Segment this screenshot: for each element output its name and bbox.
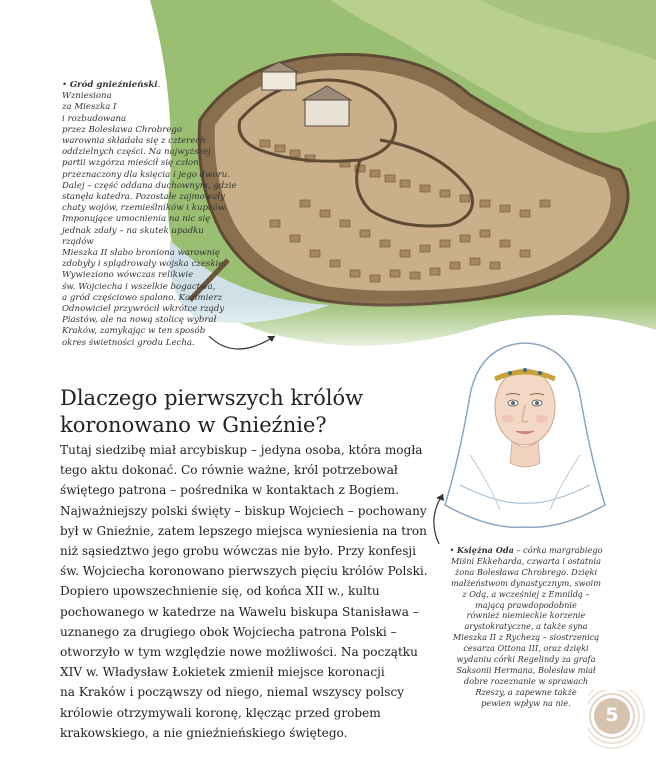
curved-arrow-icon: [205, 322, 285, 358]
stronghold-caption-line: przez Bolesława Chrobrego: [62, 124, 183, 135]
oda-caption-line: małżeństwom dynastycznym, swoim: [451, 577, 601, 588]
stronghold-caption-line: za Mieszka I: [62, 102, 117, 113]
body-line: tego aktu dokonać. Co równie ważne, król potrzebował: [60, 463, 398, 478]
stronghold-caption-line: św. Wojciecha i wszelkie bogactwa,: [62, 281, 216, 292]
body-line: był w Gnieźnie, zatem lepszego miejsca wyniesienia na tron: [60, 523, 427, 538]
oda-caption-first-line: – córka margrabiego: [513, 545, 603, 555]
body-line: Tutaj siedzibę miał arcybiskup – jedyna osoba, która mogła: [60, 443, 423, 457]
oda-caption-line: dobre rozeznanie w sprawach: [463, 675, 589, 686]
body-line: świętego patrona – pośrednika w kontaktach z Bogiem.: [60, 483, 399, 498]
stronghold-caption-title-line: [62, 80, 238, 91]
stronghold-caption-line: Dalej – część oddana duchownym, gdzie: [62, 180, 237, 191]
stronghold-caption-line: Kraków, zamykając w ten sposób: [62, 326, 206, 337]
body-line: otworzyło w tym względzie nowe możliwości. Na początku: [60, 645, 418, 660]
oda-caption-line: Saksonii Hermana, Bolesław miał: [456, 664, 596, 675]
body-line: św. Wojciecha koronowano pierwszych pięciu królów Polski.: [60, 564, 428, 579]
body-line: pochowanego w katedrze na Wawelu biskupa Stanisława –: [60, 604, 419, 619]
stronghold-caption-line: warownia składała się z czterech: [62, 136, 206, 147]
body-line: Dopiero upowszechnienie się, od końca XII w., kultu: [60, 584, 380, 599]
oda-caption-line: arystokratyczne, a także syna: [464, 621, 588, 632]
article-body: [60, 440, 432, 743]
stronghold-caption-line: Wywieziono wówczas relikwie: [62, 270, 194, 281]
stronghold-caption-line: Odnowiciel przywrócił wkrótce rządy: [62, 304, 225, 315]
oda-caption-line: Rzeszy, a zapewne także: [475, 686, 577, 697]
body-line: XIV w. Władysław Łokietek zmienił miejsce koronacji: [60, 665, 385, 680]
stronghold-caption-line: Mieszka II słabo broniona warownię: [62, 248, 220, 259]
article-heading-line: koronowano w Gnieźnie?: [60, 413, 327, 437]
stronghold-caption-line: Imponujące umocnienia na nic się: [62, 214, 211, 225]
stronghold-caption: [62, 80, 238, 349]
oda-caption: [436, 545, 616, 709]
stronghold-caption-line: partii wzgórza mieścił się człon: [62, 158, 199, 169]
curved-arrow-icon: [425, 488, 461, 548]
article-heading: [60, 385, 390, 439]
stronghold-caption-title: Gród gnieźnieński: [69, 80, 158, 90]
body-line: niż sąsiedztwo jego grobu wówczas nie było. Przy konfesji: [60, 544, 417, 559]
caption-bullet: •: [449, 545, 455, 555]
body-line: na Kraków i począwszy od niego, niemal wszyscy polscy: [60, 685, 405, 700]
article-heading-line: Dlaczego pierwszych królów: [60, 386, 364, 410]
duchess-oda-portrait: [440, 335, 610, 535]
body-line: uznanego za drugiego obok Wojciecha patrona Polski –: [60, 624, 397, 639]
stronghold-caption-line: i rozbudowana: [62, 113, 127, 124]
stronghold-caption-line: zdobyły i splądrowały wojska czeskie.: [62, 259, 227, 270]
stronghold-caption-line: okres świetności grodu Lecha.: [62, 337, 195, 348]
stronghold-caption-line: Wzniesiona: [62, 91, 112, 102]
stronghold-caption-line: chaty wojów, rzemieślników i kupców.: [62, 203, 228, 214]
stronghold-caption-line: stanęła katedra. Pozostałe zajmowały: [62, 192, 225, 203]
body-line: Najważniejszy polski święty – biskup Wojciech – pochowany: [60, 503, 427, 518]
oda-caption-line: Mieszka II z Rychezą – siostrzenicą: [452, 632, 600, 643]
oda-caption-line: pewien wpływ na nie.: [481, 697, 571, 708]
oda-caption-line: z Odą, a wcześniej z Emnildą –: [462, 588, 590, 599]
oda-caption-line: Miśni Ekkeharda, czwarta i ostatnia: [451, 555, 601, 566]
body-line: królowie otrzymywali koronę, klęcząc przed grobem: [60, 705, 381, 720]
oda-caption-line: cesarza Ottona III, oraz dzięki: [463, 643, 589, 654]
oda-caption-line: żona Bolesława Chrobrego. Dzięki: [454, 566, 598, 577]
stronghold-caption-line: jednak zdały – na skutek upadku rządów: [62, 225, 204, 247]
stronghold-caption-line: oddzielnych części. Na najwyższej: [62, 147, 211, 158]
oda-caption-title: Księżna Oda: [456, 545, 514, 555]
page-number: 5: [605, 704, 619, 726]
caption-bullet: •: [62, 80, 68, 90]
oda-caption-line: wydaniu córki Regelindy za grafa: [456, 654, 596, 665]
stronghold-caption-line: przeznaczony dla księcia i jego dworu.: [62, 169, 231, 180]
oda-caption-line: również niemieckie korzenie: [466, 610, 586, 621]
stronghold-caption-line: Piastów, ale na nową stolicę wybrał: [62, 315, 217, 326]
oda-caption-title-line: [436, 545, 616, 556]
body-line: krakowskiego, a nie gnieźnieńskiego świętego.: [60, 725, 348, 740]
stronghold-caption-line: a gród częściowo spalono. Kazimierz: [62, 292, 223, 303]
oda-caption-line: mającą prawdopodobnie: [475, 599, 577, 610]
caption-title-punctuation: .: [157, 80, 161, 90]
